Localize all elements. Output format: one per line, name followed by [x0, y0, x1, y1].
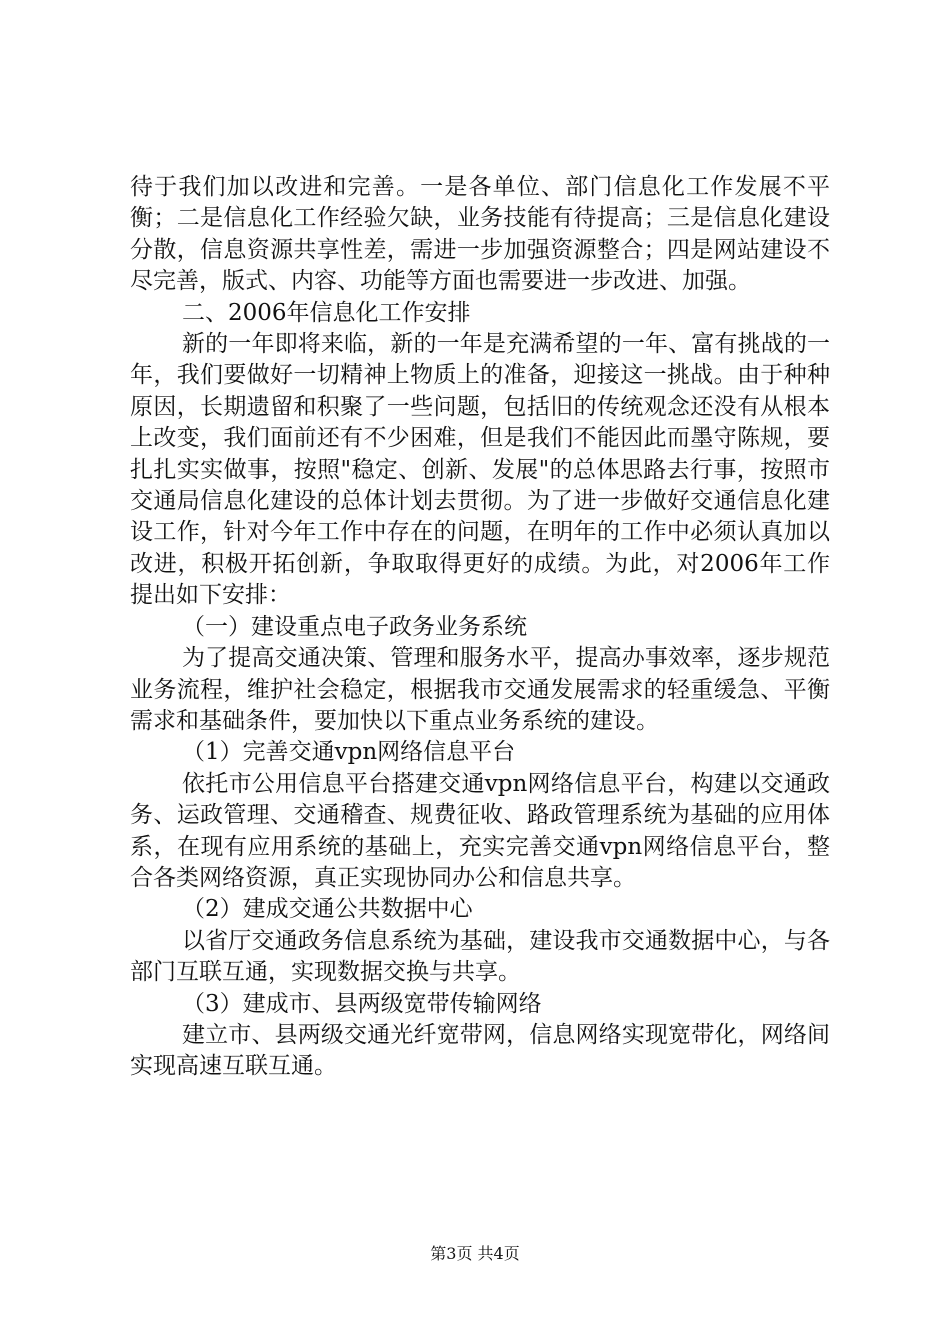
subheading-egov-systems: （一）建设重点电子政务业务系统: [182, 613, 527, 640]
paragraph-egov-systems: 为了提高交通决策、管理和服务水平，提高办事效率，逐步规范业务流程，维护社会稳定，根据我市交通发展需求的轻重缓急、平衡需求和基础条件，要加快以下重点业务系统的建设。: [130, 645, 830, 734]
paragraph-vpn-platform: 依托市公用信息平台搭建交通vpn网络信息平台，构建以交通政务、运政管理、交通稽查、规费征收、路政管理系统为基础的应用体系，在现有应用系统的基础上，充实完善交通vpn网络信息平台，整合各类网络资源，真正实现协同办公和信息共享。: [130, 770, 830, 891]
paragraph-1: 待于我们加以改进和完善。一是各单位、部门信息化工作发展不平衡；二是信息化工作经验欠缺，业务技能有待提高；三是信息化建设分散，信息资源共享性差，需进一步加强资源整合；四是网站建设不尽完善，版式、内容、功能等方面也需要进一步改进、加强。: [130, 174, 830, 295]
page-number-footer: 第3页 共4页: [430, 1244, 520, 1263]
document-body: [130, 172, 830, 1083]
item-heading-broadband-network: （3）建成市、县两级宽带传输网络: [182, 990, 542, 1017]
paragraph-new-year: 新的一年即将来临，新的一年是充满希望的一年、富有挑战的一年，我们要做好一切精神上物质上的准备，迎接这一挑战。由于种种原因，长期遗留和积聚了一些问题，包括旧的传统观念还没有从根本上改变，我们面前还有不少困难，但是我们不能因此而墨守陈规，要扎扎实实做事，按照"稳定、创新、发展"的总体思路去行事，按照市交通局信息化建设的总体计划去贯彻。为了进一步做好交通信息化建设工作，针对今年工作中存在的问题，在明年的工作中必须认真加以改进，积极开拓创新，争取取得更好的成绩。为此，对2006年工作提出如下安排：: [130, 331, 830, 609]
item-heading-data-center: （2）建成交通公共数据中心: [182, 896, 473, 923]
paragraph-broadband-network: 建立市、县两级交通光纤宽带网，信息网络实现宽带化，网络间实现高速互联互通。: [130, 1021, 830, 1080]
paragraph-data-center: 以省厅交通政务信息系统为基础，建设我市交通数据中心，与各部门互联互通，实现数据交换与共享。: [130, 927, 830, 986]
section-heading-2006-plan: 二、2006年信息化工作安排: [182, 299, 471, 326]
item-heading-vpn-platform: （1）完善交通vpn网络信息平台: [182, 739, 516, 766]
